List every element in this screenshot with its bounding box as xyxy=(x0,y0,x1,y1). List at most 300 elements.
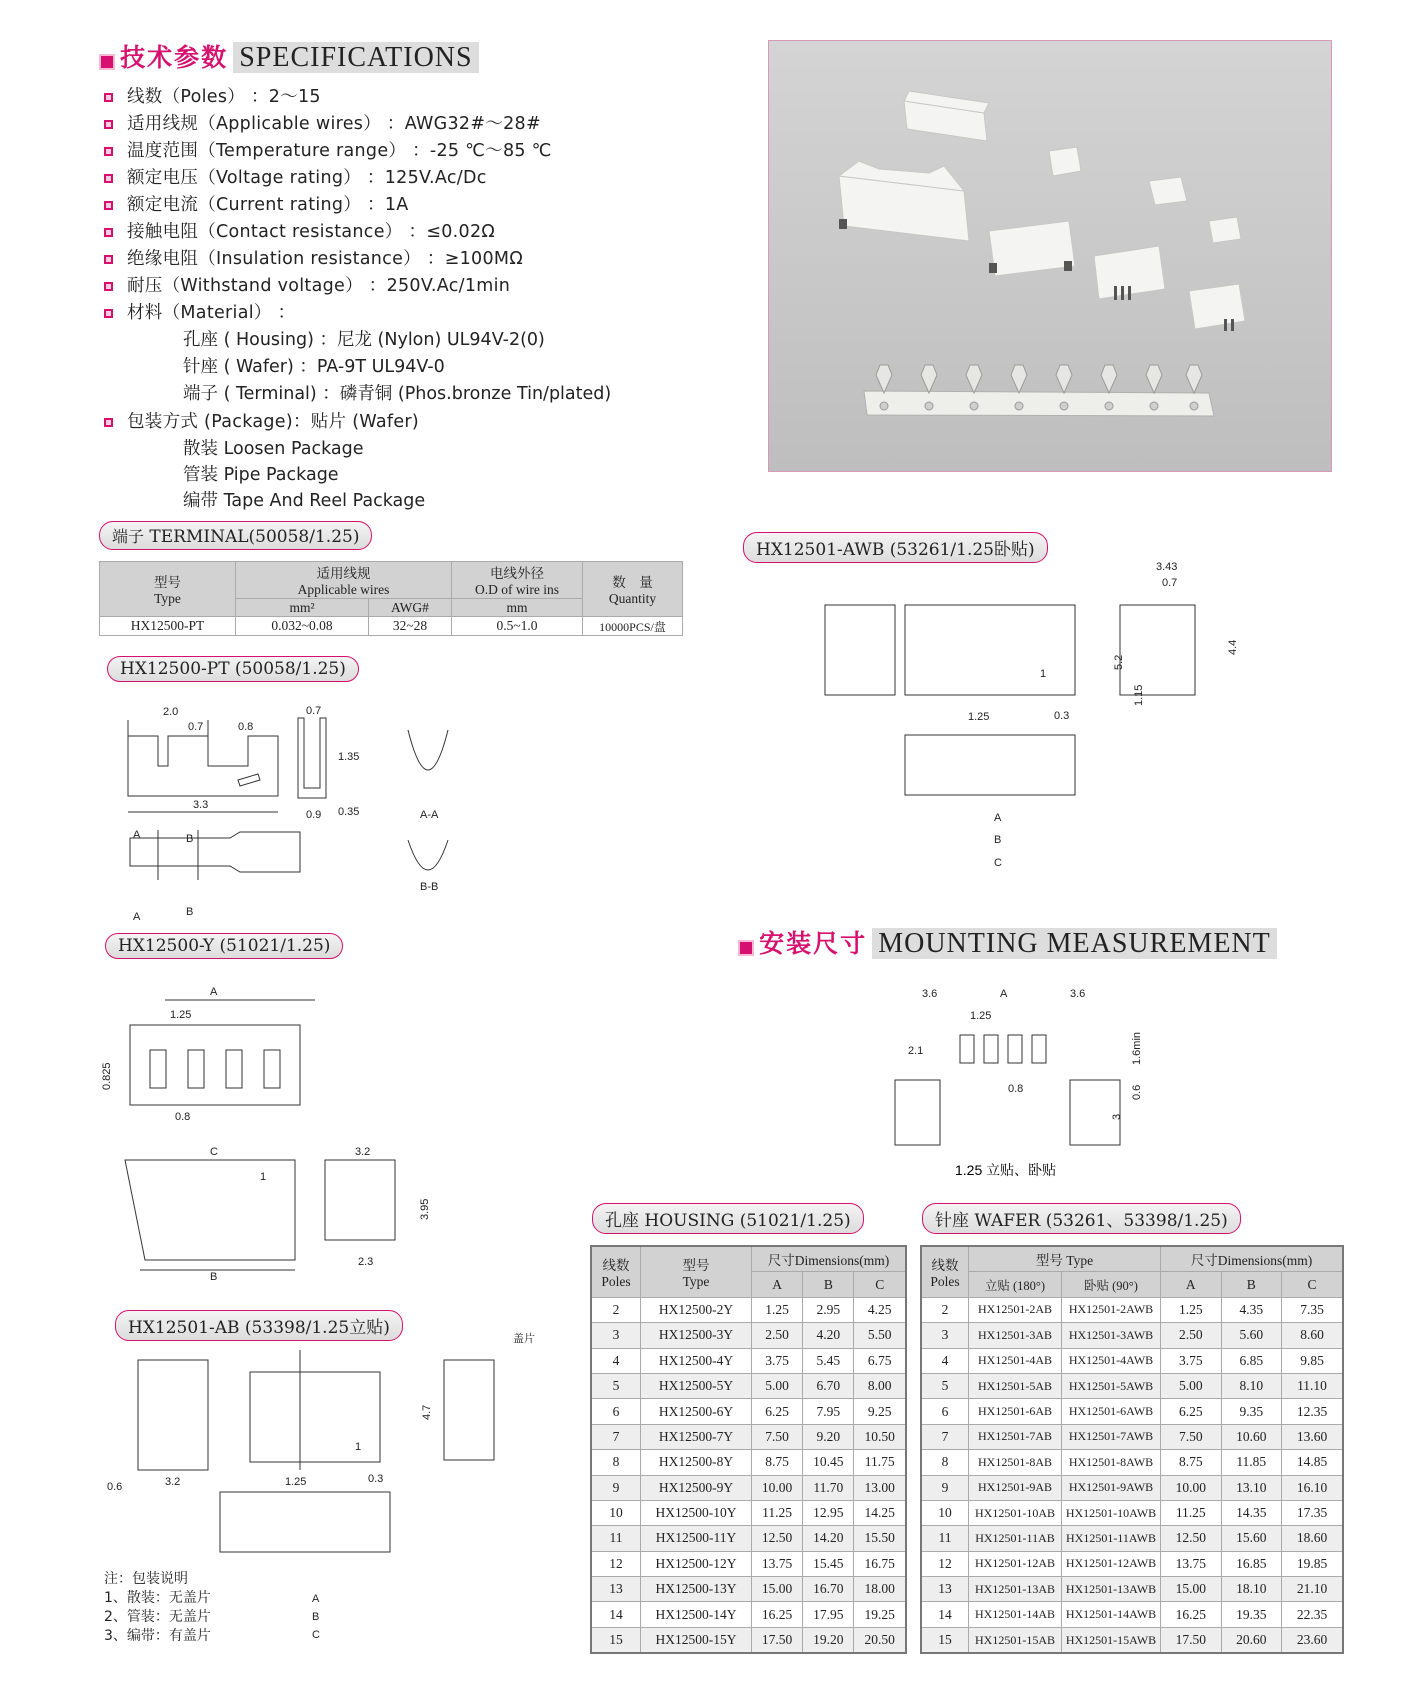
housing-drawing xyxy=(100,980,450,1280)
th-awg: AWG# xyxy=(368,599,451,617)
table-cell: 17.50 xyxy=(752,1627,803,1653)
th-type: 型号 Type xyxy=(969,1246,1161,1272)
table-row xyxy=(921,1526,1343,1551)
note-line: 2、管装：无盖片 xyxy=(104,1609,211,1625)
svg-text:1.35: 1.35 xyxy=(338,751,360,763)
th-vertical: 立贴 (180°) xyxy=(969,1272,1062,1297)
table-cell: 10.45 xyxy=(803,1450,854,1475)
bullet-icon xyxy=(104,147,113,156)
svg-text:3: 3 xyxy=(1111,1113,1123,1120)
table-cell: 5.50 xyxy=(854,1323,906,1348)
table-cell: 4 xyxy=(591,1348,641,1373)
awb-pill: HX12501-AWB (53261/1.25卧贴) xyxy=(743,532,1048,563)
table-row xyxy=(591,1348,906,1373)
table-cell: 12.50 xyxy=(1161,1526,1222,1551)
table-cell: 22.35 xyxy=(1282,1602,1344,1627)
table-cell: 14.35 xyxy=(1221,1500,1282,1525)
table-row xyxy=(921,1348,1343,1373)
mounting-drawing xyxy=(880,985,1180,1195)
table-cell: HX12501-4AB xyxy=(969,1348,1062,1373)
th-horizontal: 卧贴 (90°) xyxy=(1062,1272,1161,1297)
svg-text:4.7: 4.7 xyxy=(421,1404,433,1420)
svg-text:A: A xyxy=(994,812,1002,824)
bullet-icon xyxy=(104,255,113,264)
table-cell: HX12501-11AB xyxy=(969,1526,1062,1551)
section-marker-icon xyxy=(99,54,115,70)
table-cell: 4 xyxy=(921,1348,969,1373)
table-cell: 17.50 xyxy=(1161,1627,1222,1653)
table-cell: 11.25 xyxy=(1161,1500,1222,1525)
table-cell: HX12501-12AB xyxy=(969,1551,1062,1576)
table-row xyxy=(921,1424,1343,1449)
svg-text:B: B xyxy=(186,833,194,845)
table-cell: 14.20 xyxy=(803,1526,854,1551)
table-cell: 13 xyxy=(591,1577,641,1602)
table-cell: HX12501-8AWB xyxy=(1062,1450,1161,1475)
spec-line: 额定电流（Current rating） ：1A xyxy=(104,191,409,216)
th-poles: 线数 Poles xyxy=(591,1246,641,1297)
table-cell: HX12500-10Y xyxy=(641,1500,752,1525)
table-cell: 5 xyxy=(921,1373,969,1398)
table-cell: 12.95 xyxy=(803,1500,854,1525)
table-cell: 9.20 xyxy=(803,1424,854,1449)
table-cell: 16.85 xyxy=(1221,1551,1282,1576)
table-row xyxy=(591,1475,906,1500)
table-cell: 3 xyxy=(921,1323,969,1348)
specs-header xyxy=(99,38,479,74)
svg-text:1.25: 1.25 xyxy=(968,711,990,723)
table-cell: 1.25 xyxy=(1161,1297,1222,1322)
table-cell: HX12501-4AWB xyxy=(1062,1348,1161,1373)
table-cell: 10.00 xyxy=(752,1475,803,1500)
svg-text:A: A xyxy=(133,829,141,841)
svg-text:2.0: 2.0 xyxy=(163,706,179,718)
svg-text:B: B xyxy=(994,834,1002,846)
table-cell: 10.00 xyxy=(1161,1475,1222,1500)
table-cell: 7.35 xyxy=(1282,1297,1344,1322)
table-row xyxy=(921,1602,1343,1627)
table-cell: 2.50 xyxy=(752,1323,803,1348)
table-cell: 9 xyxy=(921,1475,969,1500)
table-cell: HX12501-10AWB xyxy=(1062,1500,1161,1525)
table-cell: 12.35 xyxy=(1282,1399,1344,1424)
table-cell: 15.00 xyxy=(752,1577,803,1602)
th-b: B xyxy=(803,1272,854,1297)
svg-text:0.35: 0.35 xyxy=(338,806,360,818)
housing-pill: 孔座 HOUSING (51021/1.25) xyxy=(592,1203,864,1234)
table-cell: 15.60 xyxy=(1221,1526,1282,1551)
table-cell: 2 xyxy=(591,1297,641,1322)
material-housing: 孔座 ( Housing) ：尼龙 (Nylon) UL94V-2(0) xyxy=(183,330,545,350)
table-cell: HX12500-7Y xyxy=(641,1424,752,1449)
table-cell: 21.10 xyxy=(1282,1577,1344,1602)
table-cell: 16.10 xyxy=(1282,1475,1344,1500)
spec-line: 温度范围（Temperature range） ：-25 ℃～85 ℃ xyxy=(104,137,552,162)
svg-text:C: C xyxy=(210,1146,218,1158)
housing-table xyxy=(590,1245,907,1654)
svg-text:2.3: 2.3 xyxy=(358,1256,374,1268)
table-cell: 16.70 xyxy=(803,1577,854,1602)
table-row xyxy=(921,1551,1343,1576)
table-cell: 18.60 xyxy=(1282,1526,1344,1551)
table-cell: 19.20 xyxy=(803,1627,854,1653)
svg-text:0.8: 0.8 xyxy=(238,721,254,733)
th-c: C xyxy=(854,1272,906,1297)
table-row xyxy=(921,1399,1343,1424)
table-cell: HX12501-3AWB xyxy=(1062,1323,1161,1348)
table-cell: 13.00 xyxy=(854,1475,906,1500)
svg-text:3.3: 3.3 xyxy=(193,799,209,811)
spec-line: 耐压（Withstand voltage） ：250V.Ac/1min xyxy=(104,272,510,297)
table-cell: HX12501-15AB xyxy=(969,1627,1062,1653)
svg-text:1: 1 xyxy=(1040,668,1047,680)
table-cell: 5 xyxy=(591,1373,641,1398)
table-row xyxy=(921,1475,1343,1500)
table-row xyxy=(591,1424,906,1449)
table-cell: 11 xyxy=(921,1526,969,1551)
table-cell: HX12500-4Y xyxy=(641,1348,752,1373)
table-row xyxy=(921,1297,1343,1322)
table-row xyxy=(921,1500,1343,1525)
table-cell: 15.50 xyxy=(854,1526,906,1551)
spec-line: 适用线规（Applicable wires） ：AWG32#～28# xyxy=(104,110,541,135)
material-terminal: 端子 ( Terminal) ：磷青铜 (Phos.bronze Tin/plated) xyxy=(183,384,612,404)
table-cell: 8.00 xyxy=(854,1373,906,1398)
table-cell: HX12501-10AB xyxy=(969,1500,1062,1525)
svg-text:1.25: 1.25 xyxy=(970,1010,992,1022)
svg-text:3.2: 3.2 xyxy=(165,1476,181,1488)
table-cell: HX12501-2AWB xyxy=(1062,1297,1161,1322)
table-cell: 9.85 xyxy=(1282,1348,1344,1373)
table-cell: 1.25 xyxy=(752,1297,803,1322)
th-b: B xyxy=(1221,1272,1282,1297)
specs-title-cn: 技术参数 xyxy=(120,43,229,72)
table-row xyxy=(921,1627,1343,1653)
package-note xyxy=(104,1570,211,1646)
section-marker-icon xyxy=(738,940,754,956)
note-line: 3、编带：有盖片 xyxy=(104,1628,211,1644)
th-type: 型号 Type xyxy=(641,1246,752,1297)
table-cell: HX12500-5Y xyxy=(641,1373,752,1398)
bullet-icon xyxy=(104,228,113,237)
svg-text:B-B: B-B xyxy=(420,881,439,893)
table-cell: HX12500-15Y xyxy=(641,1627,752,1653)
ab-pill: HX12501-AB (53398/1.25立贴) xyxy=(115,1310,403,1341)
package-loose: 散装 Loosen Package xyxy=(183,439,364,459)
pt-pill: HX12500-PT (50058/1.25) xyxy=(107,656,359,682)
th-mm: mm² xyxy=(236,599,369,617)
th-dimensions: 尺寸Dimensions(mm) xyxy=(1161,1246,1344,1272)
table-row xyxy=(591,1551,906,1576)
spec-line: 绝缘电阻（Insulation resistance） ：≥100MΩ xyxy=(104,245,523,270)
table-row xyxy=(591,1450,906,1475)
table-cell: 4.35 xyxy=(1221,1297,1282,1322)
table-cell: 8.75 xyxy=(1161,1450,1222,1475)
svg-text:0.7: 0.7 xyxy=(188,721,204,733)
table-cell: 16.25 xyxy=(1161,1602,1222,1627)
th-type: 型号 Type xyxy=(100,562,236,617)
table-cell: HX12500-9Y xyxy=(641,1475,752,1500)
spec-line: 额定电压（Voltage rating） ：125V.Ac/Dc xyxy=(104,164,487,189)
svg-text:0.825: 0.825 xyxy=(101,1062,113,1090)
svg-text:0.7: 0.7 xyxy=(306,705,322,717)
table-cell: HX12501-12AWB xyxy=(1062,1551,1161,1576)
mounting-title-en: MOUNTING MEASUREMENT xyxy=(872,928,1277,959)
table-cell: 19.85 xyxy=(1282,1551,1344,1576)
package-tape: 编带 Tape And Reel Package xyxy=(183,491,426,511)
svg-text:3.95: 3.95 xyxy=(419,1198,431,1220)
table-cell: 13.10 xyxy=(1221,1475,1282,1500)
table-cell: HX12500-3Y xyxy=(641,1323,752,1348)
table-cell: HX12500-12Y xyxy=(641,1551,752,1576)
bullet-icon xyxy=(104,309,113,318)
table-cell: HX12501-11AWB xyxy=(1062,1526,1161,1551)
svg-text:0.7: 0.7 xyxy=(1162,577,1178,589)
table-cell: HX12501-15AWB xyxy=(1062,1627,1161,1653)
table-cell: 12.50 xyxy=(752,1526,803,1551)
package-line: 包装方式 (Package)：贴片 (Wafer) xyxy=(104,408,419,433)
table-cell: 6 xyxy=(591,1399,641,1424)
terminal-pill: 端子 TERMINAL(50058/1.25) xyxy=(99,521,372,550)
table-cell: 17.35 xyxy=(1282,1500,1344,1525)
bullet-icon xyxy=(104,93,113,102)
table-cell: 9.25 xyxy=(854,1399,906,1424)
table-cell: 11.70 xyxy=(803,1475,854,1500)
table-cell: 15 xyxy=(921,1627,969,1653)
table-cell: 6.25 xyxy=(1161,1399,1222,1424)
bullet-icon xyxy=(104,174,113,183)
svg-text:0.9: 0.9 xyxy=(306,809,322,821)
th-qty: 数 量 Quantity xyxy=(583,562,683,617)
th-dimensions: 尺寸Dimensions(mm) xyxy=(752,1246,907,1272)
table-cell: HX12501-7AWB xyxy=(1062,1424,1161,1449)
spec-line: 材料（Material） ： xyxy=(104,299,295,324)
th-poles: 线数 Poles xyxy=(921,1246,969,1297)
table-cell: 11.10 xyxy=(1282,1373,1344,1398)
table-row xyxy=(591,1399,906,1424)
table-row: HX12500-PT 0.032~0.08 32~28 0.5~1.0 10000PCS/盘 xyxy=(100,617,683,636)
svg-text:A: A xyxy=(312,1593,320,1605)
table-cell: HX12500-6Y xyxy=(641,1399,752,1424)
svg-text:B: B xyxy=(312,1611,320,1623)
bullet-icon xyxy=(104,418,113,427)
table-row xyxy=(921,1577,1343,1602)
table-cell: 5.45 xyxy=(803,1348,854,1373)
table-row xyxy=(591,1526,906,1551)
table-cell: HX12501-9AWB xyxy=(1062,1475,1161,1500)
table-cell: 3 xyxy=(591,1323,641,1348)
table-cell: 11 xyxy=(591,1526,641,1551)
table-cell: 18.10 xyxy=(1221,1577,1282,1602)
table-cell: HX12501-9AB xyxy=(969,1475,1062,1500)
terminal-drawing xyxy=(108,700,488,930)
svg-text:4.4: 4.4 xyxy=(1227,639,1239,655)
terminal-table xyxy=(99,561,683,636)
table-cell: 6.85 xyxy=(1221,1348,1282,1373)
table-cell: HX12501-13AWB xyxy=(1062,1577,1161,1602)
table-cell: 8.10 xyxy=(1221,1373,1282,1398)
table-cell: 3.75 xyxy=(752,1348,803,1373)
table-cell: HX12500-2Y xyxy=(641,1297,752,1322)
bullet-icon xyxy=(104,282,113,291)
table-cell: HX12501-8AB xyxy=(969,1450,1062,1475)
table-cell: 13 xyxy=(921,1577,969,1602)
table-cell: 13.75 xyxy=(752,1551,803,1576)
specs-title-en: SPECIFICATIONS xyxy=(233,42,478,73)
table-cell: 11.75 xyxy=(854,1450,906,1475)
svg-text:C: C xyxy=(994,857,1002,869)
table-cell: 14 xyxy=(591,1602,641,1627)
table-cell: 15 xyxy=(591,1627,641,1653)
table-cell: 13.60 xyxy=(1282,1424,1344,1449)
table-cell: 11.85 xyxy=(1221,1450,1282,1475)
svg-text:C: C xyxy=(312,1629,320,1641)
svg-text:3.6: 3.6 xyxy=(1070,988,1086,1000)
table-cell: 20.60 xyxy=(1221,1627,1282,1653)
table-cell: HX12501-5AB xyxy=(969,1373,1062,1398)
material-wafer: 针座 ( Wafer) ：PA-9T UL94V-0 xyxy=(183,357,445,377)
bullet-icon xyxy=(104,201,113,210)
table-cell: HX12501-3AB xyxy=(969,1323,1062,1348)
table-cell: 10.50 xyxy=(854,1424,906,1449)
table-cell: 4.20 xyxy=(803,1323,854,1348)
table-cell: HX12501-5AWB xyxy=(1062,1373,1161,1398)
table-row xyxy=(591,1602,906,1627)
note-line: 1、散装：无盖片 xyxy=(104,1590,211,1606)
svg-text:B: B xyxy=(186,906,194,918)
table-cell: 7.50 xyxy=(752,1424,803,1449)
spec-line: 接触电阻（Contact resistance） ：≤0.02Ω xyxy=(104,218,495,243)
svg-text:A-A: A-A xyxy=(420,809,439,821)
svg-text:0.6: 0.6 xyxy=(107,1481,123,1493)
table-row xyxy=(591,1577,906,1602)
svg-text:1.25: 1.25 xyxy=(170,1009,192,1021)
table-cell: 20.50 xyxy=(854,1627,906,1653)
table-row xyxy=(921,1373,1343,1398)
connectors-illustration xyxy=(769,41,1331,471)
note-title: 注：包装说明 xyxy=(104,1571,188,1587)
table-cell: 2.95 xyxy=(803,1297,854,1322)
table-cell: 11.25 xyxy=(752,1500,803,1525)
table-cell: 16.25 xyxy=(752,1602,803,1627)
th-wire: 适用线规 Applicable wires xyxy=(236,562,452,599)
table-row xyxy=(921,1450,1343,1475)
th-a: A xyxy=(752,1272,803,1297)
table-row xyxy=(591,1323,906,1348)
table-cell: HX12501-14AB xyxy=(969,1602,1062,1627)
table-cell: 5.00 xyxy=(1161,1373,1222,1398)
mounting-header xyxy=(738,924,1277,960)
table-row xyxy=(591,1297,906,1322)
table-cell: 6.70 xyxy=(803,1373,854,1398)
table-cell: 2.50 xyxy=(1161,1323,1222,1348)
svg-text:盖片: 盖片 xyxy=(513,1333,535,1345)
svg-text:2.1: 2.1 xyxy=(908,1045,924,1057)
th-a: A xyxy=(1161,1272,1222,1297)
table-cell: 8 xyxy=(921,1450,969,1475)
table-cell: 12 xyxy=(921,1551,969,1576)
table-cell: 14.85 xyxy=(1282,1450,1344,1475)
table-cell: 8.60 xyxy=(1282,1323,1344,1348)
table-row xyxy=(591,1373,906,1398)
table-cell: 19.35 xyxy=(1221,1602,1282,1627)
table-cell: 5.00 xyxy=(752,1373,803,1398)
table-row xyxy=(591,1627,906,1653)
table-cell: 7.50 xyxy=(1161,1424,1222,1449)
table-cell: 8 xyxy=(591,1450,641,1475)
th-od: 电线外径 O.D of wire ins xyxy=(452,562,583,599)
table-cell: 10 xyxy=(921,1500,969,1525)
table-cell: 15.00 xyxy=(1161,1577,1222,1602)
table-row xyxy=(921,1323,1343,1348)
svg-text:1.25 立贴、卧贴: 1.25 立贴、卧贴 xyxy=(955,1162,1057,1178)
table-cell: 9.35 xyxy=(1221,1399,1282,1424)
svg-text:0.3: 0.3 xyxy=(368,1473,384,1485)
wafer-table xyxy=(920,1245,1344,1654)
wafer-horizontal-drawing xyxy=(820,560,1270,880)
svg-text:3.43: 3.43 xyxy=(1156,561,1178,573)
table-cell: 10.60 xyxy=(1221,1424,1282,1449)
table-cell: 9 xyxy=(591,1475,641,1500)
svg-text:0.3: 0.3 xyxy=(1054,710,1070,722)
svg-text:1: 1 xyxy=(260,1171,267,1183)
y-pill: HX12500-Y (51021/1.25) xyxy=(105,933,343,959)
svg-text:A: A xyxy=(133,911,141,923)
table-cell: 8.75 xyxy=(752,1450,803,1475)
table-cell: HX12500-14Y xyxy=(641,1602,752,1627)
svg-text:1.6min: 1.6min xyxy=(1131,1031,1143,1065)
svg-text:0.6: 0.6 xyxy=(1131,1084,1143,1100)
svg-text:0.8: 0.8 xyxy=(1008,1083,1024,1095)
table-cell: HX12500-11Y xyxy=(641,1526,752,1551)
product-photo xyxy=(768,40,1332,472)
svg-text:5.2: 5.2 xyxy=(1113,654,1125,670)
svg-text:3.6: 3.6 xyxy=(922,988,938,1000)
table-cell: 23.60 xyxy=(1282,1627,1344,1653)
table-cell: 19.25 xyxy=(854,1602,906,1627)
table-cell: 16.75 xyxy=(854,1551,906,1576)
table-cell: 18.00 xyxy=(854,1577,906,1602)
table-cell: 14.25 xyxy=(854,1500,906,1525)
table-cell: 7 xyxy=(591,1424,641,1449)
package-pipe: 管装 Pipe Package xyxy=(183,465,339,485)
svg-text:A: A xyxy=(1000,988,1008,1000)
svg-text:3.2: 3.2 xyxy=(355,1146,371,1158)
table-cell: 7 xyxy=(921,1424,969,1449)
table-cell: 6.75 xyxy=(854,1348,906,1373)
table-cell: 4.25 xyxy=(854,1297,906,1322)
table-cell: 6 xyxy=(921,1399,969,1424)
svg-text:1: 1 xyxy=(355,1441,362,1453)
svg-text:A: A xyxy=(210,986,218,998)
table-cell: 2 xyxy=(921,1297,969,1322)
table-cell: 17.95 xyxy=(803,1602,854,1627)
th-c: C xyxy=(1282,1272,1344,1297)
svg-text:B: B xyxy=(210,1271,218,1280)
bullet-icon xyxy=(104,120,113,129)
table-cell: 6.25 xyxy=(752,1399,803,1424)
table-cell: HX12501-13AB xyxy=(969,1577,1062,1602)
table-cell: HX12501-14AWB xyxy=(1062,1602,1161,1627)
table-cell: HX12501-6AWB xyxy=(1062,1399,1161,1424)
table-cell: 5.60 xyxy=(1221,1323,1282,1348)
th-od-mm: mm xyxy=(452,599,583,617)
svg-text:0.8: 0.8 xyxy=(175,1111,191,1123)
wafer-pill: 针座 WAFER (53261、53398/1.25) xyxy=(922,1203,1241,1234)
table-cell: 15.45 xyxy=(803,1551,854,1576)
mounting-title-cn: 安装尺寸 xyxy=(759,929,868,958)
svg-text:1.15: 1.15 xyxy=(1133,684,1145,706)
